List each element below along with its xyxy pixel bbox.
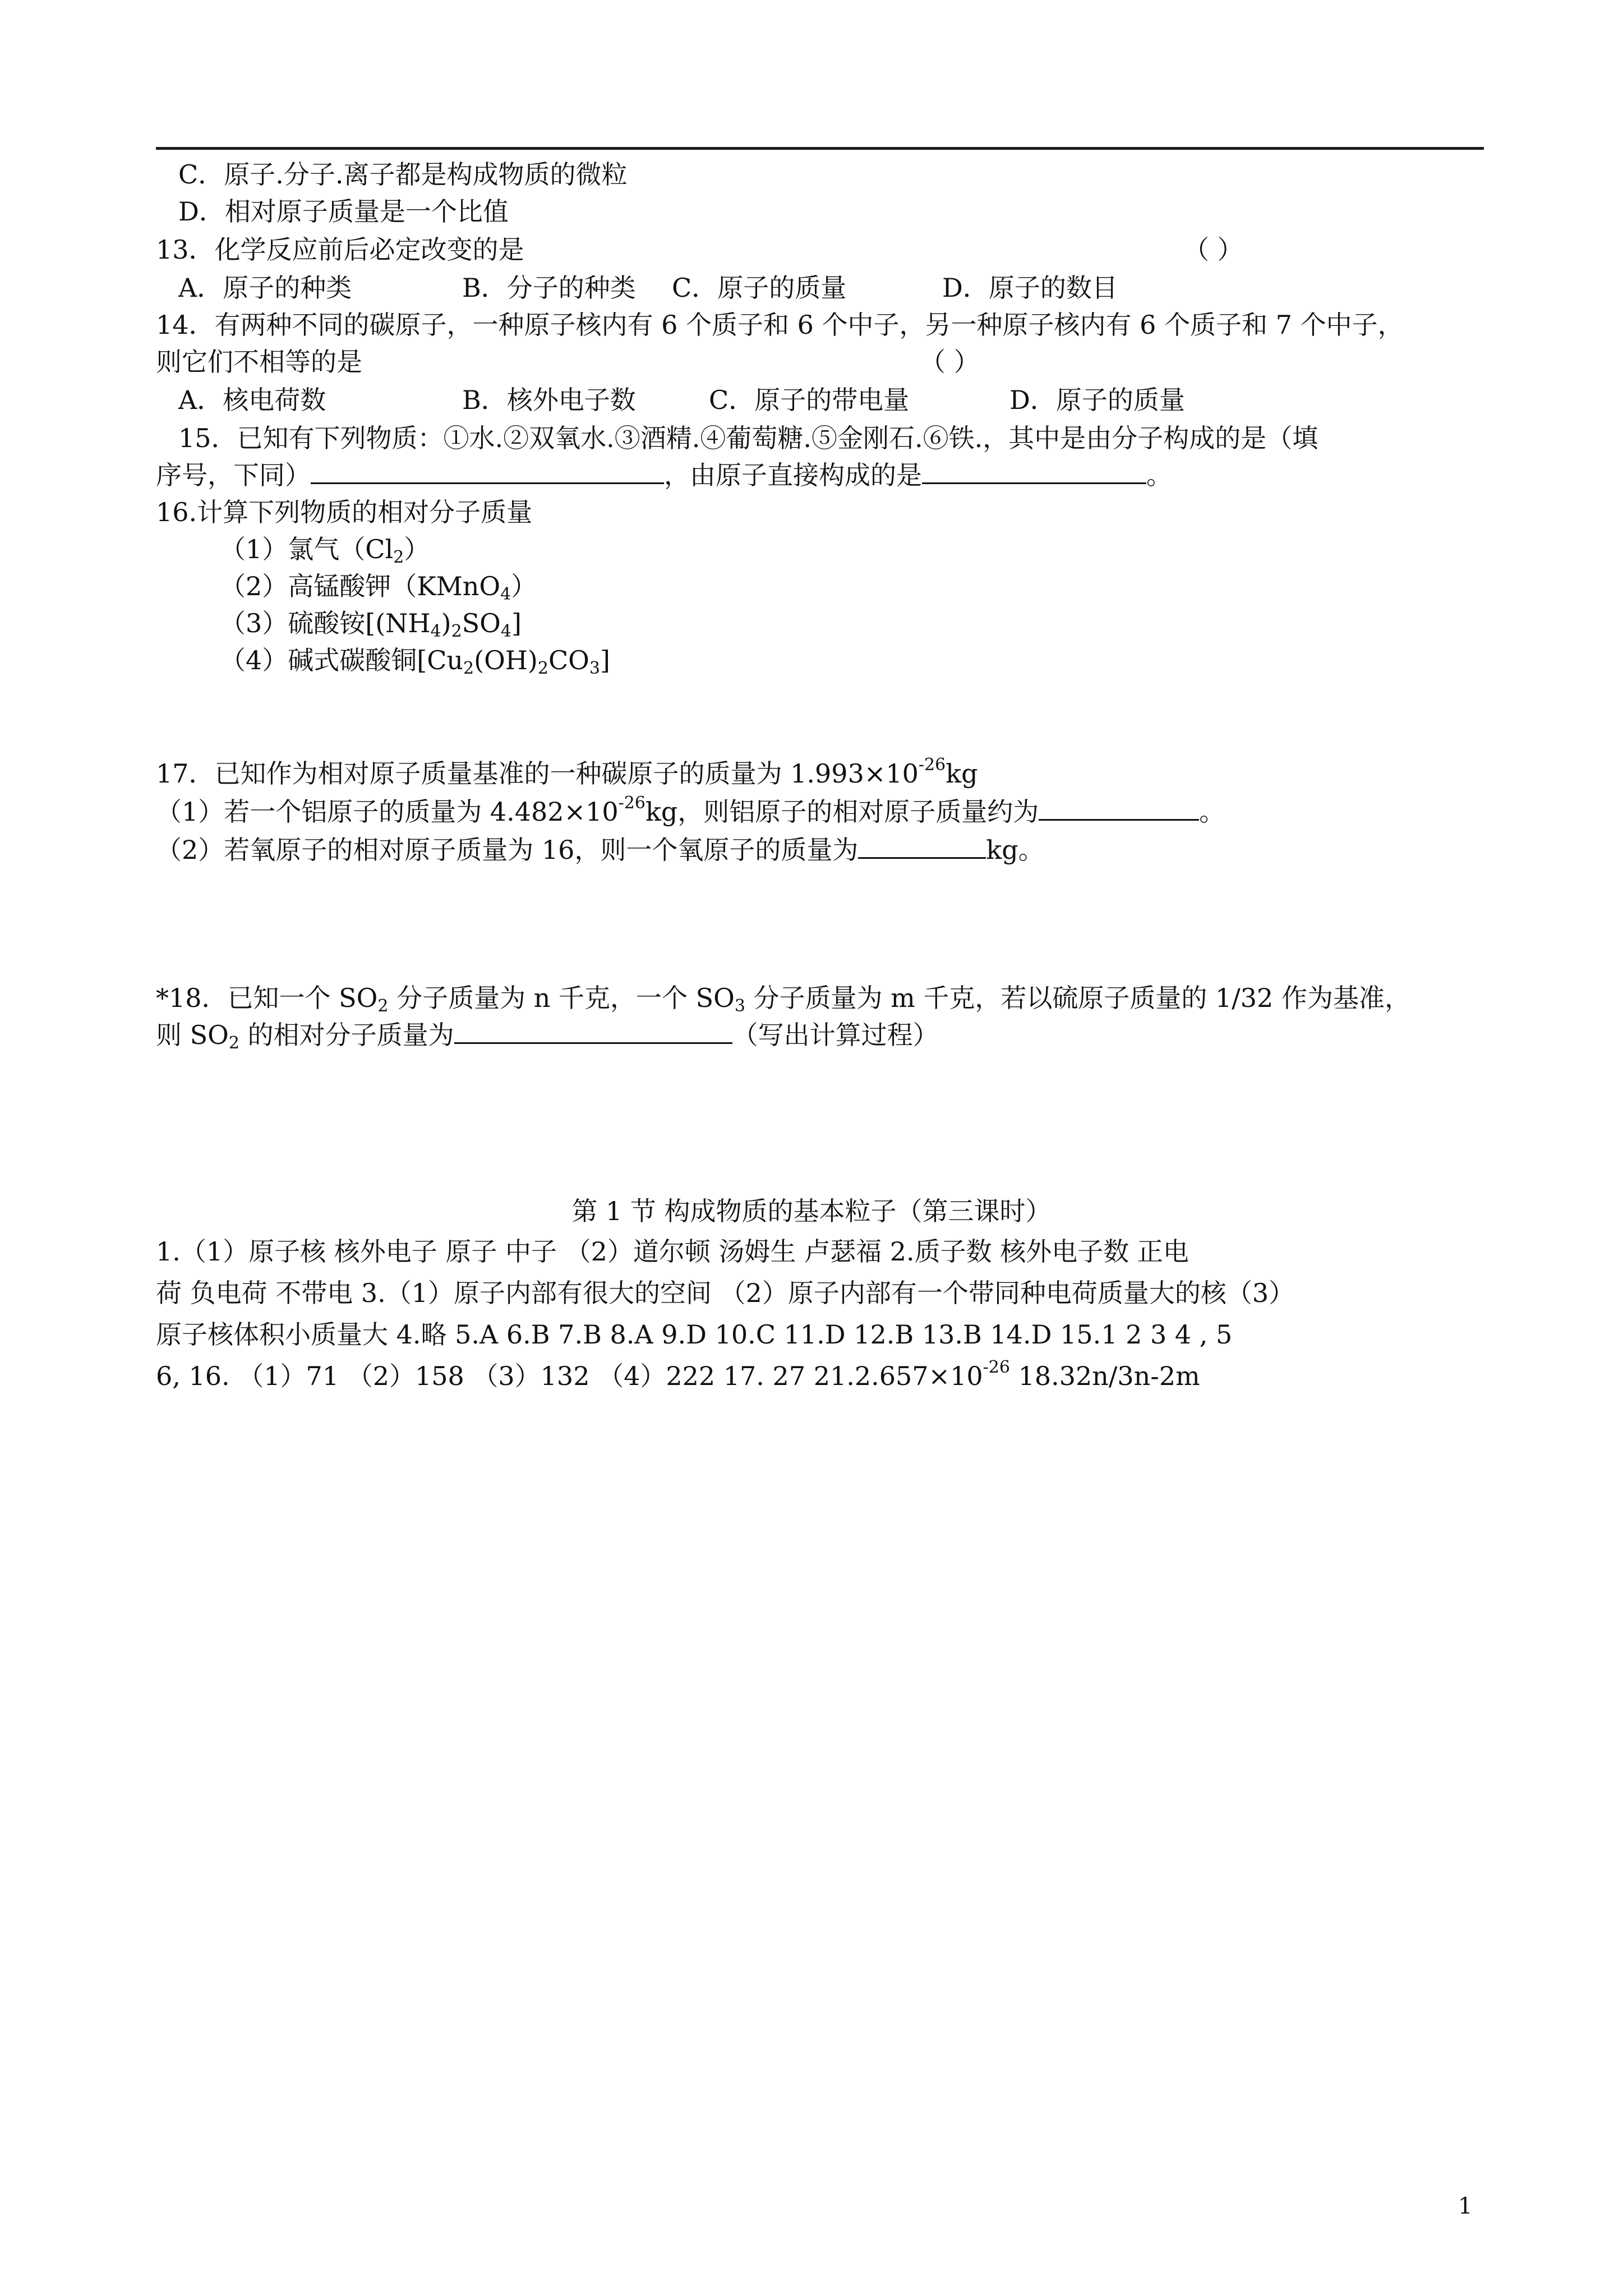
q16-stem: 16.计算下列物质的相对分子质量 — [156, 497, 533, 527]
answers-heading: 第 1 节 构成物质的基本粒子（第三课时） — [571, 1196, 1052, 1226]
answers-line-3: 原子核体积小质量大 4.略 5.A 6.B 7.B 8.A 9.D 10.C 11.D 12.B 13.B 14.D 15.1 2 3 4 , 5 — [156, 1319, 1233, 1350]
q16-item-3: （3）硫酸铵$[(NH_4)_2SO_4]$ — [220, 608, 522, 641]
q14-option-a: A．核电荷数 — [178, 385, 326, 415]
q14-options — [178, 381, 1185, 418]
q13-answer-paren: （ ） — [1183, 234, 1243, 265]
answers-line-1: 1.（1）原子核 核外电子 原子 中子 （2）道尔顿 汤姆生 卢瑟福 2.质子数 核外电子数 正电 — [156, 1236, 1189, 1267]
q14-option-d: D．原子的质量 — [1009, 385, 1185, 415]
q17-blank-oxygen[interactable] — [858, 832, 986, 859]
q13-stem: 13．化学反应前后必定改变的是 — [156, 234, 524, 265]
q13-option-c: C．原子的质量 — [672, 273, 847, 303]
q14-option-b: B．核外电子数 — [462, 385, 636, 415]
q15-end: 。 — [1146, 460, 1172, 490]
q15-blank-molecules[interactable] — [311, 458, 664, 484]
header-rule — [156, 147, 1484, 150]
q13-option-b: B．分子的种类 — [462, 273, 636, 303]
q17-blank-aluminum[interactable] — [1039, 794, 1199, 821]
q15-line1: 15．已知有下列物质：①水.②双氧水.③酒精.④葡萄糖.⑤金刚石.⑥铁.，其中是由分子构成的是（填 — [178, 423, 1318, 453]
q14-stem-line2: 则它们不相等的是 — [156, 347, 362, 377]
q15-prefix: 序号，下同） — [156, 460, 311, 490]
page-number: 1 — [1458, 2193, 1473, 2219]
q15-middle: ，由原子直接构成的是 — [664, 460, 922, 490]
answers-line-4: 6, 16. （1）71 （2）158 （3）132 （4）222 17. 27 $21.2.657\times 10^{-26}$ 18.32n/3n-2m — [156, 1358, 1200, 1391]
q17-stem: 17．已知作为相对原子质量基准的一种碳原子的质量为 $1.993\times 10^{-26}kg$ — [156, 755, 978, 789]
answers-line-2: 荷 负电荷 不带电 3.（1）原子内部有很大的空间 （2）原子内部有一个带同种电荷质量大的核（3） — [156, 1278, 1295, 1308]
q17-part-2: （2）若氧原子的相对原子质量为 16，则一个氧原子的质量为 kg。 — [156, 831, 1044, 868]
q14-option-c: C．原子的带电量 — [709, 385, 910, 415]
q14-stem-line1: 14．有两种不同的碳原子，一种原子核内有 6 个质子和 6 个中子，另一种原子核内有 6 个质子和 7 个中子， — [156, 310, 1404, 340]
q15-line2 — [156, 457, 1172, 494]
q18-line2: 则 $SO_2$ 的相对分子质量为 （写出计算过程） — [156, 1016, 939, 1053]
q16-item-4: （4）碱式碳酸铜$[Cu_2(OH)_2CO_3]$ — [220, 645, 610, 678]
q13-options — [178, 269, 1118, 306]
q13-option-d: D．原子的数目 — [942, 273, 1118, 303]
q13-option-a: A．原子的种类 — [178, 273, 352, 303]
q12-option-c: C．原子.分子.离子都是构成物质的微粒 — [178, 159, 628, 190]
q16-item-1: （1）氯气$(Cl_2)$ — [220, 534, 430, 567]
q18-blank-answer[interactable] — [454, 1018, 732, 1044]
q15-blank-atoms[interactable] — [922, 458, 1146, 484]
q17-part-1: （1）若一个铝原子的质量为 $4.482\times 10^{-26}kg$，则铝原子的相对原子质量约为 。 — [156, 793, 1225, 827]
q14-answer-paren: （ ） — [920, 347, 980, 377]
q12-option-d: D．相对原子质量是一个比值 — [178, 196, 509, 227]
q18-line1: *18．已知一个 $SO_2$ 分子质量为 n 千克，一个 $SO_3$ 分子质量为 m 千克，若以硫原子质量的 1/32 作为基准， — [156, 983, 1410, 1016]
q16-item-2: （2）高锰酸钾（KMnO$_4$） — [220, 571, 537, 604]
